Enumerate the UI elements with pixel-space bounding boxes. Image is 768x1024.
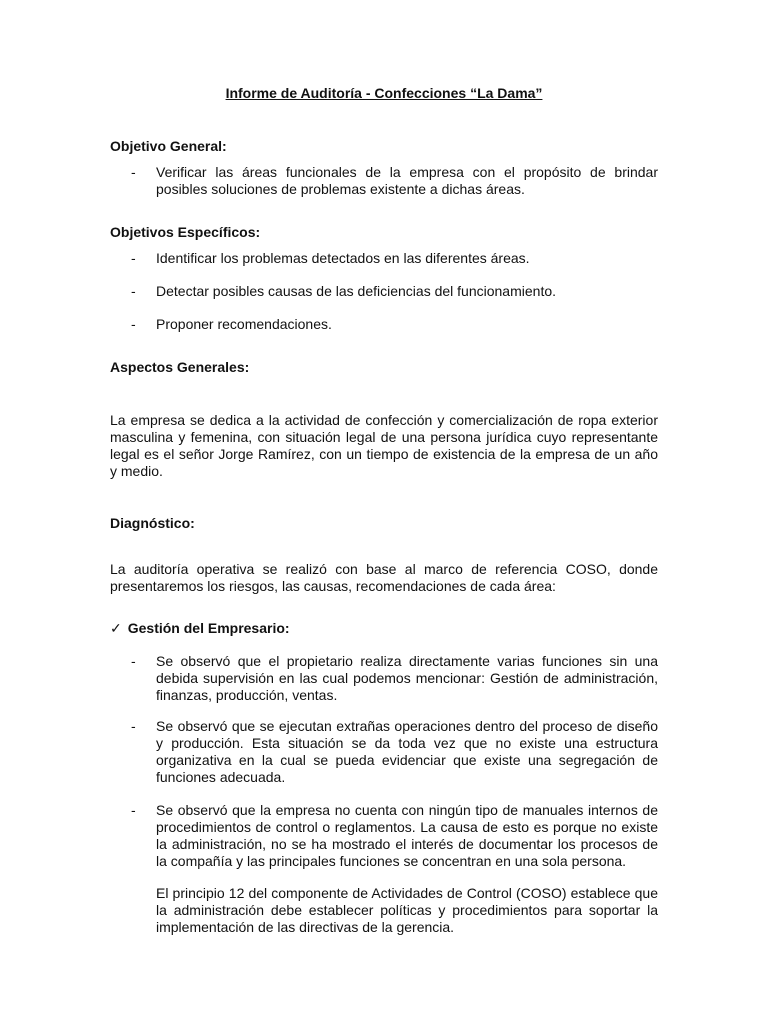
bullet-dash: - — [131, 653, 136, 669]
gestion-note-paragraph: El principio 12 del componente de Actividades de Control (COSO) establece que la administración debe establecer políticas y procedimientos para soportar la implementación de las directivas de la gerencia. — [156, 885, 658, 935]
aspectos-generales-paragraph: La empresa se dedica a la actividad de confección y comercialización de ropa exterior masculina y femenina, con situación legal de una persona jurídica cuyo representante legal es el señor Jorge Ramírez, con un tiempo de existencia de la empresa de un año y medio. — [110, 412, 658, 479]
bullet-dash: - — [131, 164, 136, 180]
bullet-dash: - — [131, 802, 136, 818]
gestion-item: Se observó que el propietario realiza directamente varias funciones sin una debida supervisión en las cual podemos mencionar: Gestión de administración, finanzas, producción, ventas. — [156, 653, 658, 703]
heading-objetivos-especificos: Objetivos Específicos: — [110, 224, 261, 240]
heading-gestion-empresario: Gestión del Empresario: — [127, 620, 290, 636]
diagnostico-paragraph: La auditoría operativa se realizó con base al marco de referencia COSO, donde presentaremos los riesgos, las causas, recomendaciones de cada área: — [110, 561, 658, 594]
heading-aspectos-generales: Aspectos Generales: — [110, 359, 250, 375]
objetivo-especifico-item: Identificar los problemas detectados en las diferentes áreas. — [156, 250, 530, 266]
bullet-dash: - — [131, 283, 136, 299]
objetivo-especifico-item: Detectar posibles causas de las deficiencias del funcionamiento. — [156, 283, 557, 299]
objetivo-especifico-item: Proponer recomendaciones. — [156, 316, 332, 332]
document-title: Informe de Auditoría - Confecciones “La Dama” — [225, 85, 543, 101]
bullet-dash: - — [131, 718, 136, 734]
bullet-dash: - — [131, 316, 136, 332]
bullet-dash: - — [131, 250, 136, 266]
section-gestion-empresario — [110, 620, 290, 637]
heading-diagnostico: Diagnóstico: — [110, 515, 195, 531]
objetivo-general-item: Verificar las áreas funcionales de la empresa con el propósito de brindar posibles soluciones de problemas existente a dichas áreas. — [156, 164, 658, 197]
gestion-item: Se observó que se ejecutan extrañas operaciones dentro del proceso de diseño y producción. Esta situación se da toda vez que no existe una estructura organizativa en la cual se pueda evidenciar que existe una segregación de funciones adecuada. — [156, 718, 658, 785]
gestion-item: Se observó que la empresa no cuenta con ningún tipo de manuales internos de procedimientos de control o reglamentos. La causa de esto es porque no existe la administración, no se ha mostrado el interés de documentar los procesos de la compañía y las principales funciones se concentran en una sola persona. — [156, 802, 658, 869]
heading-objetivo-general: Objetivo General: — [110, 138, 227, 154]
checkmark-icon: ✓ — [110, 620, 122, 636]
